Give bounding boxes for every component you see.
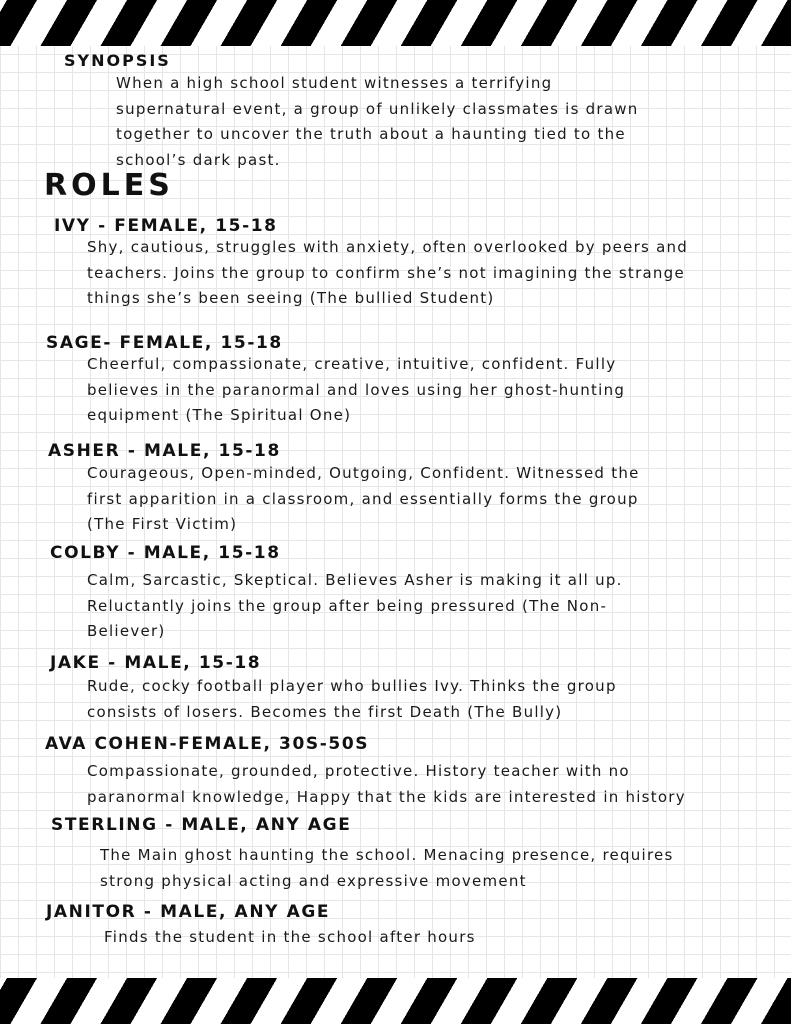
role-description-line: Believer) bbox=[87, 622, 166, 640]
role-description-line: teachers. Joins the group to confirm she’s not imagining the strange bbox=[87, 263, 685, 282]
synopsis-line: school’s dark past. bbox=[116, 150, 281, 169]
role-description-line: things she’s been seeing (The bullied Student) bbox=[87, 289, 495, 307]
role-heading-sage: SAGE- FEMALE, 15-18 bbox=[46, 333, 283, 353]
synopsis-line: supernatural event, a group of unlikely classmates is drawn bbox=[116, 99, 639, 118]
role-heading-janitor: JANITOR - MALE, ANY AGE bbox=[46, 902, 331, 922]
role-description-line: believes in the paranormal and loves using her ghost-hunting bbox=[87, 380, 626, 399]
roles-heading: ROLES bbox=[44, 168, 174, 203]
role-description-ava-cohen bbox=[87, 759, 777, 810]
role-description-line: equipment (The Spiritual One) bbox=[87, 406, 352, 424]
role-heading-jake: JAKE - MALE, 15-18 bbox=[50, 653, 262, 673]
role-description-colby bbox=[87, 568, 777, 645]
role-description-line: Finds the student in the school after hours bbox=[104, 928, 476, 946]
role-heading-colby: COLBY - MALE, 15-18 bbox=[50, 543, 281, 563]
bottom-hazard-stripe-band bbox=[0, 978, 791, 1024]
synopsis-text bbox=[116, 71, 736, 173]
role-description-sterling bbox=[100, 843, 780, 894]
role-description-line: first apparition in a classroom, and essentially forms the group bbox=[87, 489, 639, 508]
role-heading-ivy: IVY - FEMALE, 15-18 bbox=[54, 216, 278, 236]
role-description-line: paranormal knowledge, Happy that the kids are interested in history bbox=[87, 787, 686, 806]
role-description-line: Calm, Sarcastic, Skeptical. Believes Asher is making it all up. bbox=[87, 571, 623, 589]
role-description-line: Cheerful, compassionate, creative, intuitive, confident. Fully bbox=[87, 355, 617, 373]
role-description-jake bbox=[87, 674, 777, 725]
role-heading-ava-cohen: AVA COHEN-FEMALE, 30S-50S bbox=[45, 734, 370, 754]
synopsis-line: When a high school student witnesses a terrifying bbox=[116, 74, 553, 92]
role-description-line: Compassionate, grounded, protective. History teacher with no bbox=[87, 762, 630, 780]
role-description-line: consists of losers. Becomes the first Death (The Bully) bbox=[87, 702, 563, 721]
top-hazard-stripe-band bbox=[0, 0, 791, 46]
role-description-janitor bbox=[104, 925, 764, 951]
synopsis-line: together to uncover the truth about a haunting tied to the bbox=[116, 125, 626, 143]
role-description-ivy bbox=[87, 235, 777, 312]
role-description-line: Reluctantly joins the group after being pressured (The Non- bbox=[87, 596, 608, 615]
synopsis-heading: SYNOPSIS bbox=[64, 51, 171, 70]
role-description-sage bbox=[87, 352, 777, 429]
role-description-line: strong physical acting and expressive movement bbox=[100, 871, 527, 890]
role-description-line: Rude, cocky football player who bullies Ivy. Thinks the group bbox=[87, 677, 617, 695]
role-description-asher bbox=[87, 461, 777, 538]
role-description-line: (The First Victim) bbox=[87, 515, 238, 533]
role-heading-sterling: STERLING - MALE, ANY AGE bbox=[51, 815, 352, 835]
role-description-line: The Main ghost haunting the school. Menacing presence, requires bbox=[100, 846, 674, 864]
role-description-line: Shy, cautious, struggles with anxiety, often overlooked by peers and bbox=[87, 238, 689, 256]
role-heading-asher: ASHER - MALE, 15-18 bbox=[48, 441, 281, 461]
role-description-line: Courageous, Open-minded, Outgoing, Confident. Witnessed the bbox=[87, 464, 640, 482]
